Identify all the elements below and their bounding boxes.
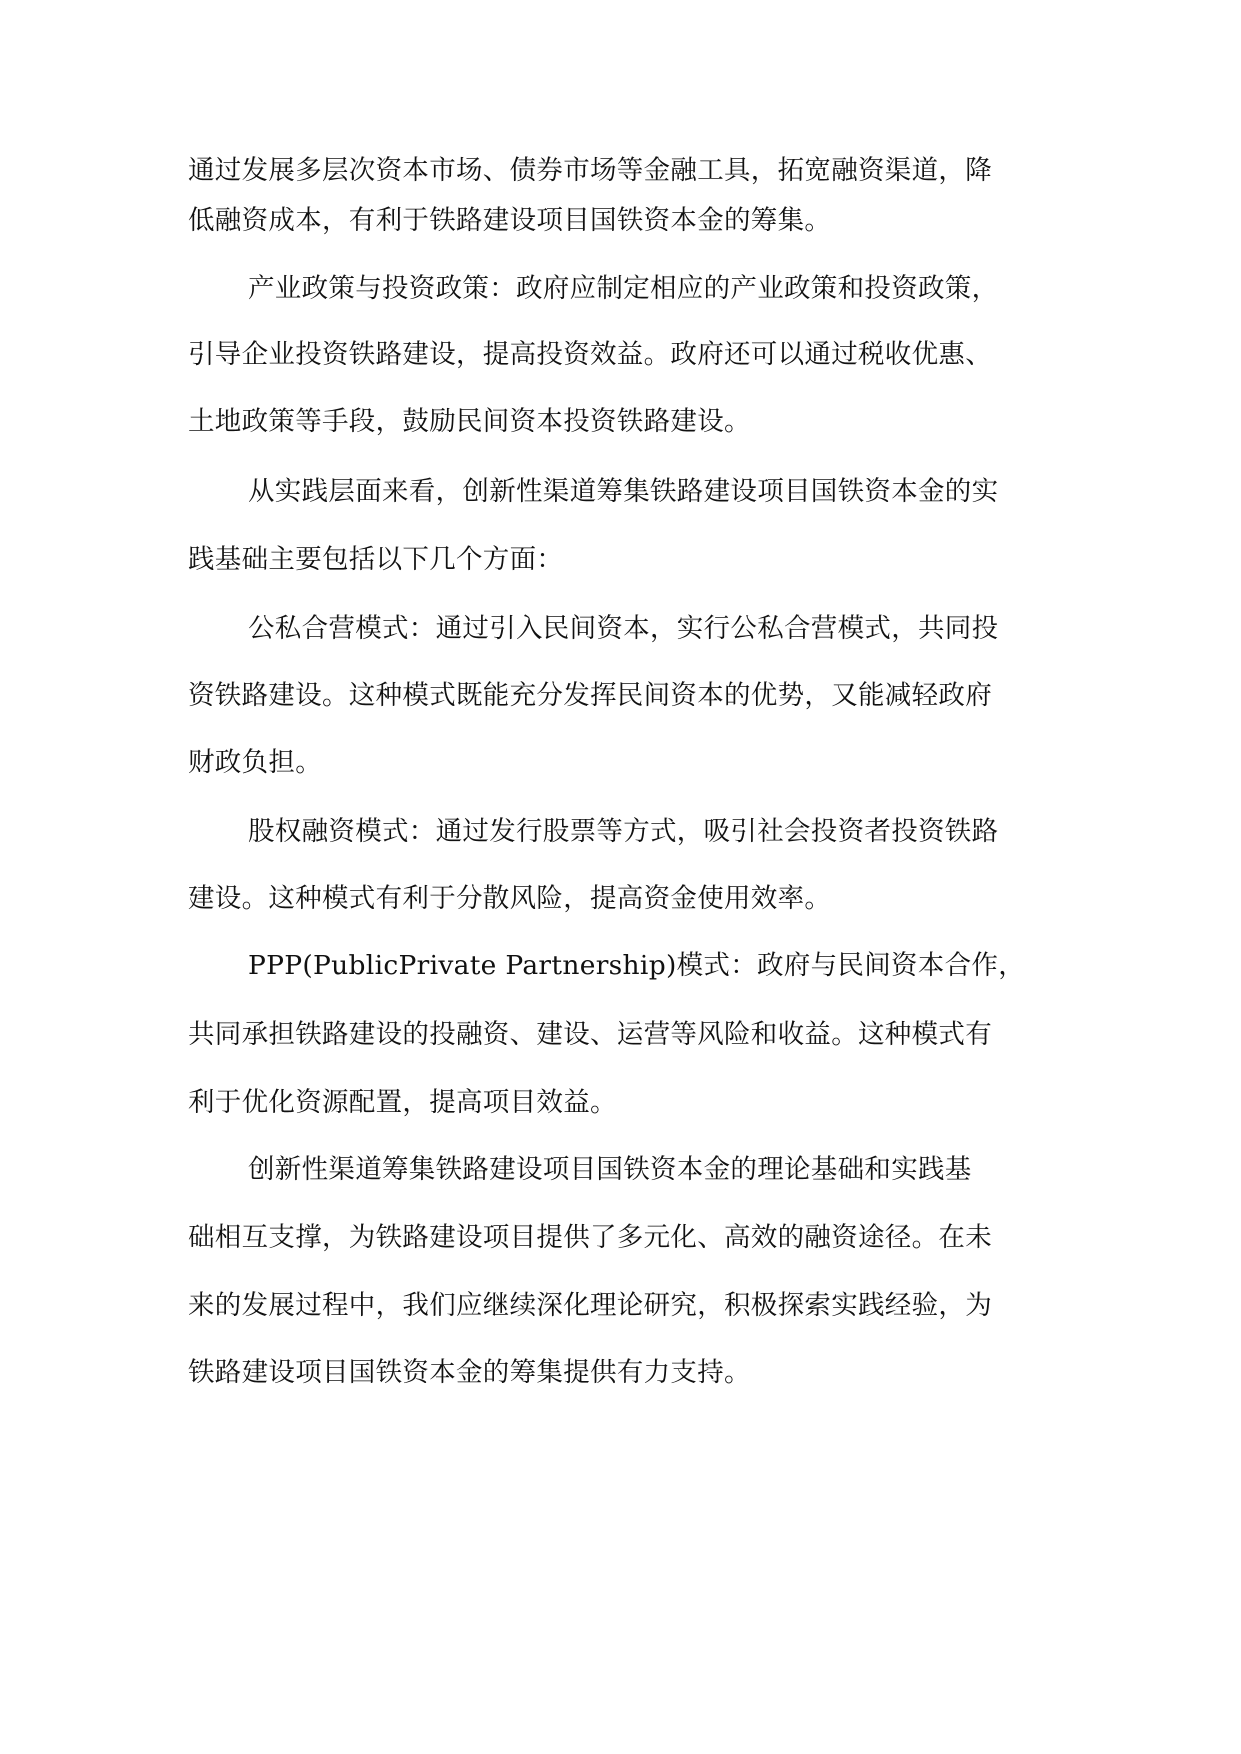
text-line-10: 财政负担。 — [188, 747, 322, 778]
text-line-1: 通过发展多层次资本市场、债券市场等金融工具，拓宽融资渠道，降 — [188, 155, 992, 186]
paragraph-practice-start: 从实践层面来看，创新性渠道筹集铁路建设项目国铁资本金的实 — [248, 476, 999, 507]
paragraph-industry-policy-start: 产业政策与投资政策：政府应制定相应的产业政策和投资政策， — [248, 273, 999, 304]
text-line-9: 资铁路建设。这种模式既能充分发挥民间资本的优势，又能减轻政府 — [188, 680, 992, 711]
text-line-18: 来的发展过程中，我们应继续深化理论研究，积极探索实践经验，为 — [188, 1290, 992, 1321]
text-line-12: 建设。这种模式有利于分散风险，提高资金使用效率。 — [188, 883, 832, 914]
text-line-17: 础相互支撑，为铁路建设项目提供了多元化、高效的融资途径。在未 — [188, 1222, 992, 1253]
text-line-19: 铁路建设项目国铁资本金的筹集提供有力支持。 — [188, 1357, 751, 1388]
text-line-15: 利于优化资源配置，提高项目效益。 — [188, 1087, 617, 1118]
paragraph-ppp-model-start: 公私合营模式：通过引入民间资本，实行公私合营模式，共同投 — [248, 613, 999, 644]
text-line-2: 低融资成本，有利于铁路建设项目国铁资本金的筹集。 — [188, 205, 832, 236]
text-line-14: 共同承担铁路建设的投融资、建设、运营等风险和收益。这种模式有 — [188, 1019, 992, 1050]
text-line-7: 践基础主要包括以下几个方面： — [188, 544, 564, 575]
text-line-5: 土地政策等手段，鼓励民间资本投资铁路建设。 — [188, 406, 751, 437]
paragraph-conclusion-start: 创新性渠道筹集铁路建设项目国铁资本金的理论基础和实践基 — [248, 1154, 972, 1185]
text-line-4: 引导企业投资铁路建设，提高投资效益。政府还可以通过税收优惠、 — [188, 339, 992, 370]
paragraph-equity-start: 股权融资模式：通过发行股票等方式，吸引社会投资者投资铁路 — [248, 816, 999, 847]
paragraph-public-private-start: PPP(PublicPrivate Partnership)模式：政府与民间资本合作， — [248, 950, 1025, 981]
